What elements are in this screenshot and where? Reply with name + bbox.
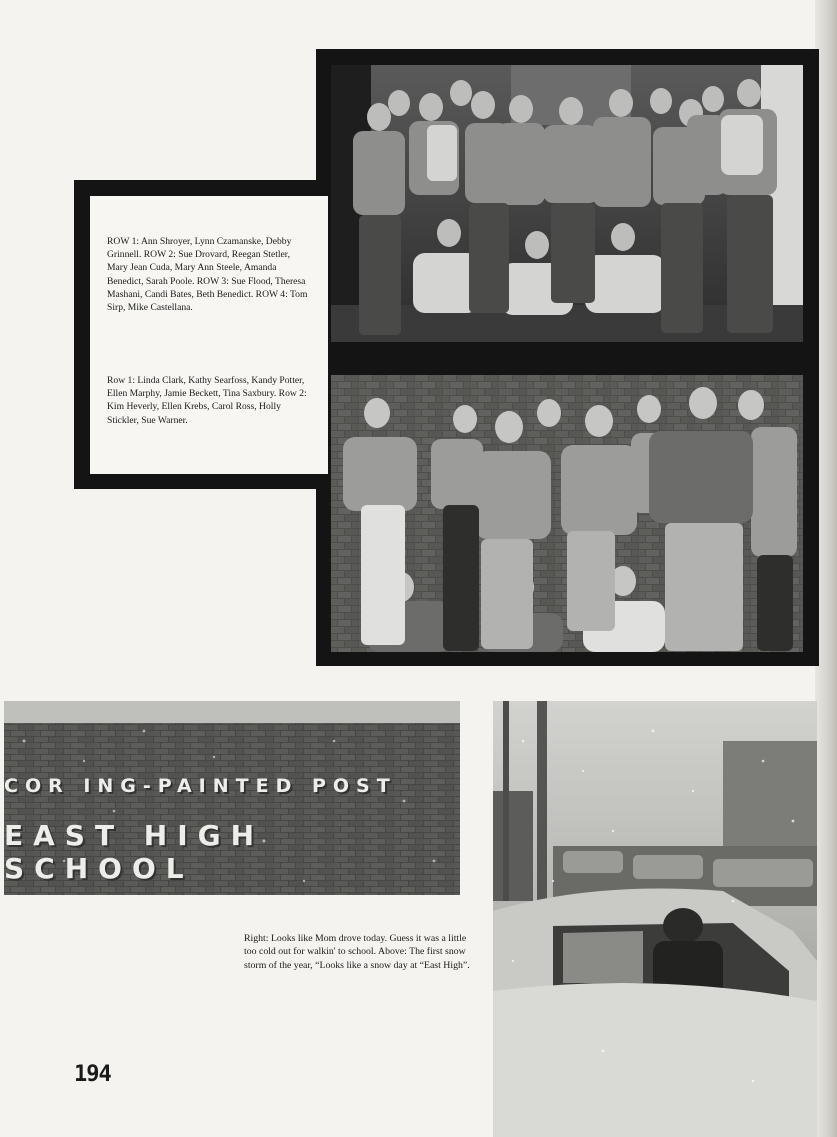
school-sign-line-2: EAST HIGH SCHOOL: [4, 819, 265, 885]
school-sign-line-1: COR ING-PAINTED POST: [4, 775, 397, 797]
caption-panel: [90, 196, 328, 474]
group-photo-bottom: [331, 375, 803, 652]
caption-bottom-group: Row 1: Linda Clark, Kathy Searfoss, Kandy Potter, Ellen Marphy, Jamie Beckett, Tina Saxbury. Row 2: Kim Heverly, Ellen Krebs, Carol Ross, Holly Stickler, Sue Warner.: [107, 375, 307, 426]
snowy-car-photo: [493, 701, 817, 1137]
snow-caption: Right: Looks like Mom drove today. Guess it was a little too cold out for walkin' to school. Above: The first snow storm of the year, “Looks like a snow day at “East High”.: [244, 933, 470, 971]
group-photo-top: [331, 65, 803, 342]
page-number: 194: [74, 1062, 111, 1087]
school-sign-photo: [4, 701, 460, 895]
caption-top-group: ROW 1: Ann Shroyer, Lynn Czamanske, Debby Grinnell. ROW 2: Sue Drovard, Reegan Stetler, Mary Jean Cuda, Mary Ann Steele, Amanda Benedict, Sarah Poole. ROW 3: Sue Flood, Theresa Mashani, Candi Bates, Beth Benedict. ROW 4: Tom Sirp, Mike Castellana.: [107, 236, 308, 314]
